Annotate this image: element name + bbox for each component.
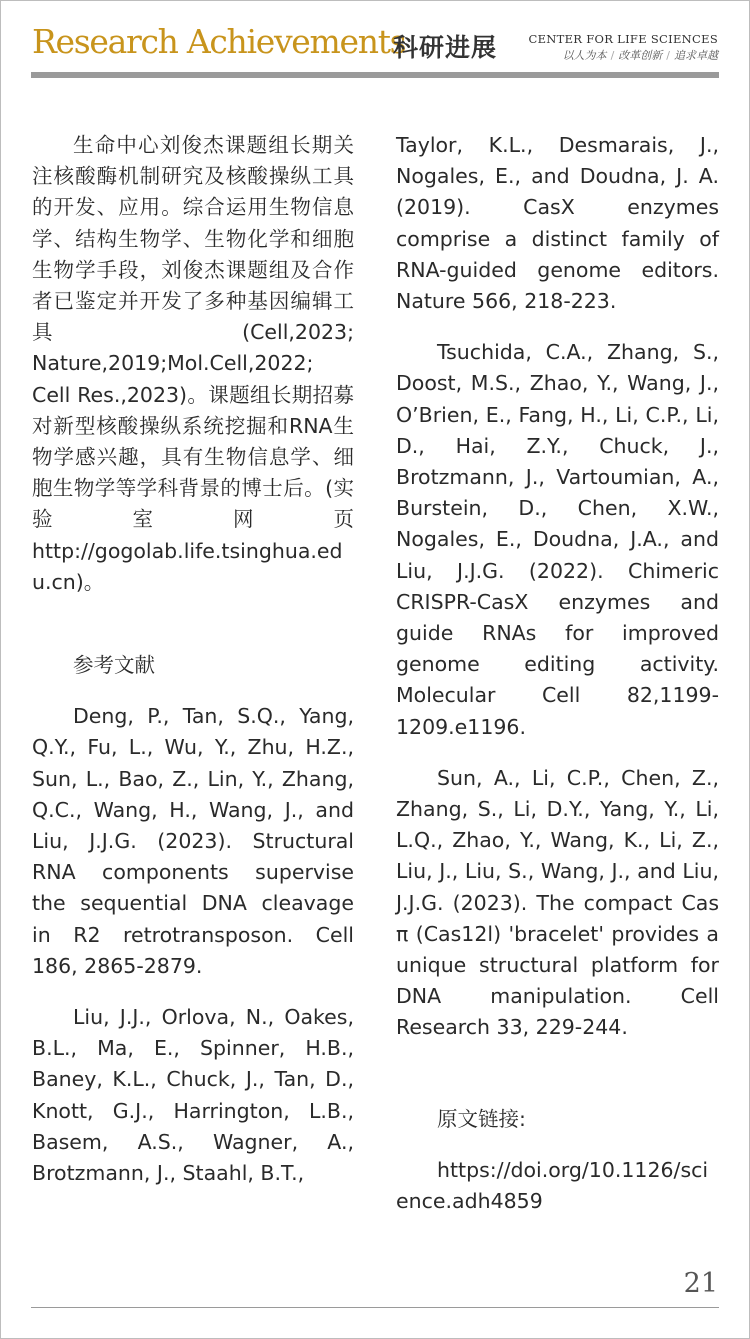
motto-separator: / [610,49,615,62]
center-name: CENTER FOR LIFE SCIENCES [528,32,718,46]
footer-divider [31,1307,719,1308]
page-number: 21 [683,1268,718,1299]
center-motto [563,47,718,63]
motto-separator: / [666,49,670,62]
section-title-cn: 科研进展 [393,33,498,62]
motto-item: 改革创新 [618,49,663,62]
reference-item: Sun, A., Li, C.P., Chen, Z., Zhang, S., Li, D.Y., Yang, Y., Li, L.Q., Zhao, Y., Wang, K., Li, Z., Liu, J., Liu, S., Wang, J., and Liu, J.J.G. (2023). The compact Cas π (Cas12l) 'bracelet' provides a unique structural platform for DNA manipulation. Cell Research 33, 229-244. [396,765,719,1040]
references-heading: 参考文献 [73,653,155,678]
intro-paragraph: 生命中心刘俊杰课题组长期关注核酸酶机制研究及核酸操纵工具的开发、应用。综合运用生物信息学、结构生物学、生物化学和细胞生物学手段，刘俊杰课题组及合作者已鉴定并开发了多种基因编辑工具(Cell,2023; Nature,2019;Mol.Cell,2022; Cell Res.,2023)。课题组长期招募对新型核酸操纵系统挖掘和RNA生物学感兴趣，具有生物信息学、细胞生物学等学科背景的博士后。(实验室网页http://gogolab.life.tsinghua.edu.cn)。 [32,133,354,594]
motto-item: 追求卓越 [674,49,718,62]
reference-item: Deng, P., Tan, S.Q., Yang, Q.Y., Fu, L., Wu, Y., Zhu, H.Z., Sun, L., Bao, Z., Lin, Y., Zhang, Q.C., Wang, H., Wang, J., and Liu, J.J.G. (2023). Structural RNA components supervise the sequential DNA cleavage in R2 retrotransposon. Cell 186, 2865-2879. [32,704,354,978]
right-column [396,130,719,1217]
reference-item-continued: Taylor, K.L., Desmarais, J., Nogales, E., and Doudna, J. A. (2019). CasX enzymes comprise a distinct family of RNA-guided genome editors. Nature 566, 218-223. [396,133,719,314]
reference-item: Liu, J.J., Orlova, N., Oakes, B.L., Ma, E., Spinner, H.B., Baney, K.L., Chuck, J., Tan, D., Knott, G.J., Harrington, L.B., Basem, A.S., Wagner, A., Brotzmann, J., Staahl, B.T., [32,1005,354,1186]
source-link-url[interactable]: https://doi.org/10.1126/science.adh4859 [396,1157,709,1214]
left-column [32,130,354,1189]
header-divider [31,72,719,78]
section-title-en: Research Achievements [32,22,406,61]
reference-item: Tsuchida, C.A., Zhang, S., Doost, M.S., Zhao, Y., Wang, J., O’Brien, E., Fang, H., Li, C.P., Li, D., Hai, Z.Y., Chuck, J., Brotzmann, J., Vartoumian, A., Burstein, D., Chen, X.W., Nogales, E., Doudna, J.A., and Liu, J.J.G. (2022). Chimeric CRISPR-CasX enzymes and guide RNAs for improved genome editing activity. Molecular Cell 82,1199-1209.e1196. [396,340,719,739]
source-link-label: 原文链接: [437,1106,526,1131]
motto-item: 以人为本 [562,49,607,62]
